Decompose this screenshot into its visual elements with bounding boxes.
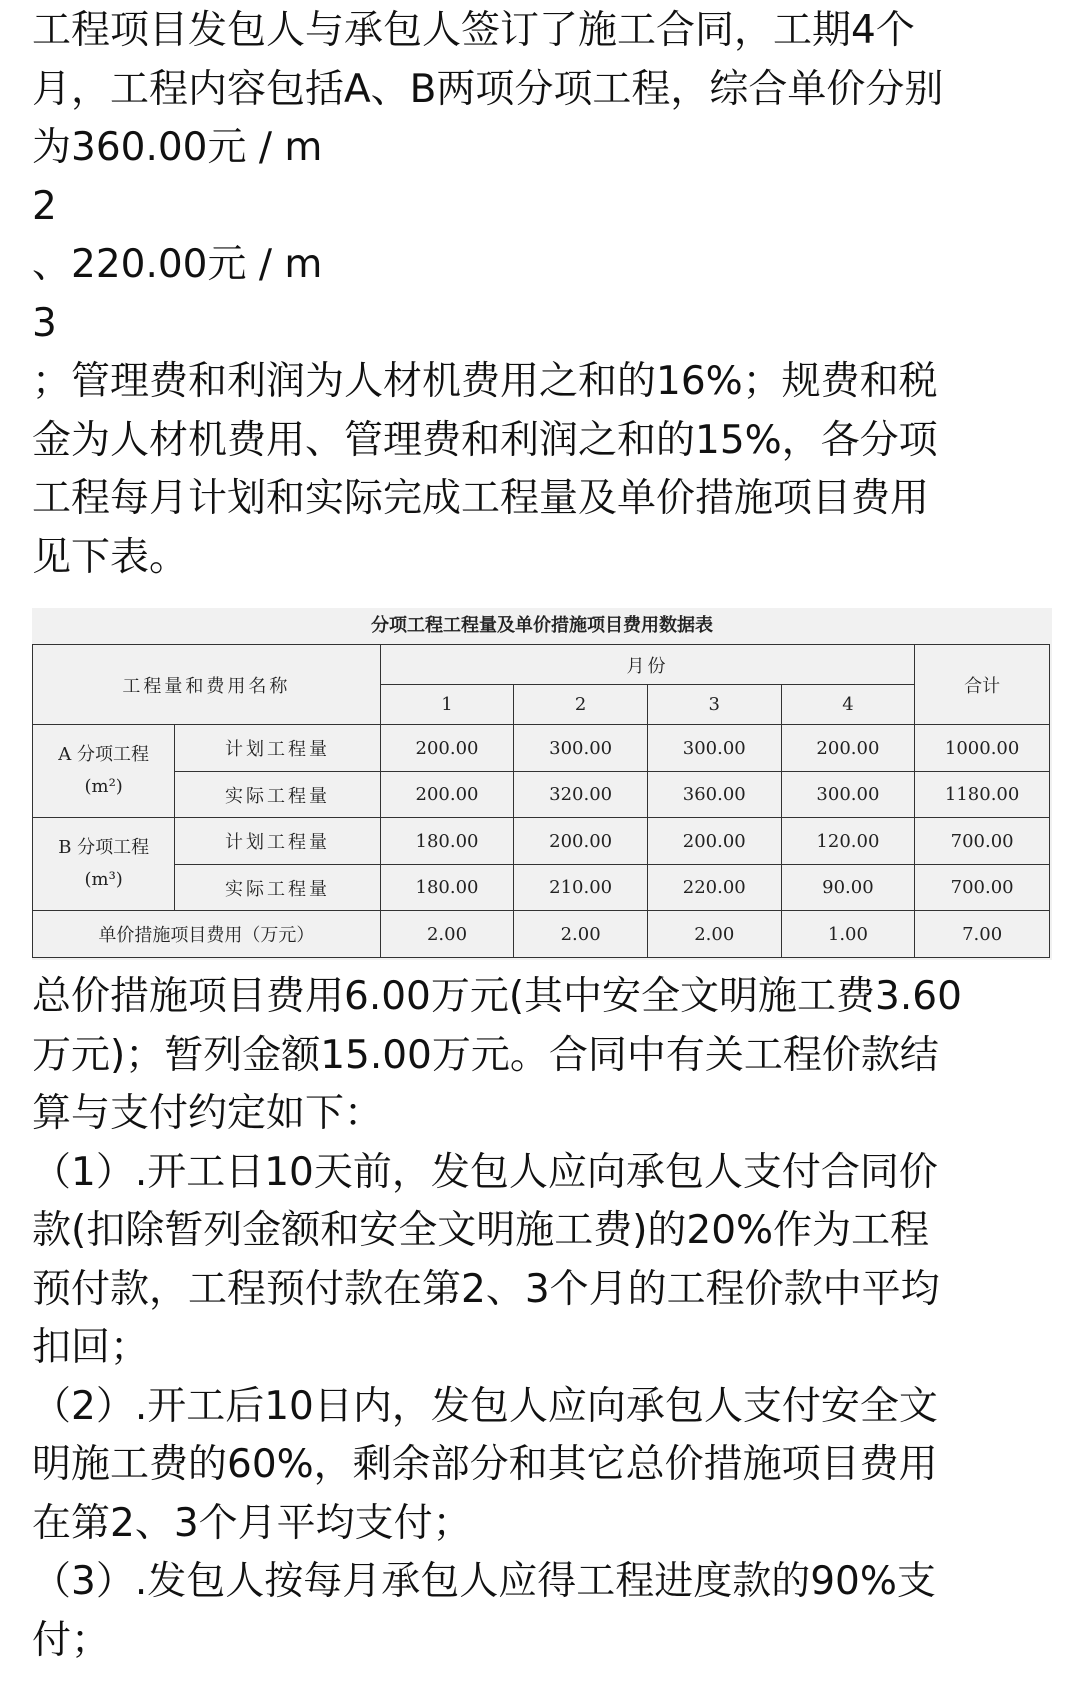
row-label-cell: 计划工程量 bbox=[175, 818, 380, 865]
group-a-name: A 分项工程 bbox=[58, 744, 150, 766]
row-label-cell: 实际工程量 bbox=[175, 864, 380, 911]
table-row bbox=[33, 818, 1050, 865]
value-cell: 360.00 bbox=[647, 771, 781, 818]
value-cell: 180.00 bbox=[380, 818, 514, 865]
month-header-cell: 1 bbox=[380, 685, 514, 725]
total-cell: 1000.00 bbox=[915, 725, 1050, 772]
text-line: （1）.开工日10天前，发包人应向承包人支付合同价 bbox=[32, 1149, 938, 1195]
value-cell: 200.00 bbox=[781, 725, 915, 772]
header-month-cell: 月份 bbox=[380, 645, 915, 685]
row-label-cell: 实际工程量 bbox=[175, 771, 380, 818]
total-cell: 700.00 bbox=[915, 864, 1050, 911]
table-row bbox=[33, 864, 1050, 911]
group-a-cell bbox=[33, 725, 175, 818]
value-cell: 200.00 bbox=[647, 818, 781, 865]
group-b-cell bbox=[33, 818, 175, 911]
table-row bbox=[33, 771, 1050, 818]
value-cell: 2.00 bbox=[647, 911, 781, 958]
month-header-cell: 4 bbox=[781, 685, 915, 725]
value-cell: 90.00 bbox=[781, 864, 915, 911]
text-line: 2 bbox=[32, 183, 57, 229]
measure-label-cell: 单价措施项目费用（万元） bbox=[33, 911, 381, 958]
value-cell: 210.00 bbox=[514, 864, 648, 911]
header-total-cell: 合计 bbox=[915, 645, 1050, 725]
table-row bbox=[33, 725, 1050, 772]
total-cell: 700.00 bbox=[915, 818, 1050, 865]
total-cell: 7.00 bbox=[915, 911, 1050, 958]
text-line: 在第2、3个月平均支付； bbox=[32, 1500, 472, 1546]
value-cell: 320.00 bbox=[514, 771, 648, 818]
text-line: 工程项目发包人与承包人签订了施工合同，工期4个 bbox=[32, 8, 915, 53]
month-header-cell: 2 bbox=[514, 685, 648, 725]
value-cell: 2.00 bbox=[514, 911, 648, 958]
text-line: 扣回； bbox=[32, 1325, 150, 1370]
value-cell: 300.00 bbox=[781, 771, 915, 818]
value-cell: 200.00 bbox=[380, 771, 514, 818]
value-cell: 120.00 bbox=[781, 818, 915, 865]
text-line: 算与支付约定如下： bbox=[32, 1091, 384, 1136]
value-cell: 180.00 bbox=[380, 864, 514, 911]
text-line: 见下表。 bbox=[32, 534, 189, 580]
text-line: 预付款，工程预付款在第2、3个月的工程价款中平均 bbox=[32, 1266, 940, 1312]
text-line: 万元)；暂列金额15.00万元。合同中有关工程价款结 bbox=[32, 1032, 939, 1078]
text-line: 、220.00元 / m bbox=[32, 242, 323, 287]
text-line: （2）.开工后10日内，发包人应向承包人支付安全文 bbox=[32, 1383, 938, 1429]
quantity-cost-table bbox=[32, 644, 1050, 958]
value-cell: 220.00 bbox=[647, 864, 781, 911]
value-cell: 1.00 bbox=[781, 911, 915, 958]
text-line: 明施工费的60%，剩余部分和其它总价措施项目费用 bbox=[32, 1442, 938, 1487]
header-name-cell: 工程量和费用名称 bbox=[33, 645, 381, 725]
intro-paragraph bbox=[32, 2, 1052, 587]
value-cell: 2.00 bbox=[380, 911, 514, 958]
text-line: 金为人材机费用、管理费和利润之和的15%，各分项 bbox=[32, 417, 938, 463]
text-line: 为360.00元 / m bbox=[32, 125, 323, 170]
text-line: 工程每月计划和实际完成工程量及单价措施项目费用 bbox=[32, 476, 930, 521]
text-line: 总价措施项目费用6.00万元(其中安全文明施工费3.60 bbox=[32, 974, 962, 1019]
group-b-unit: (m³) bbox=[84, 869, 123, 891]
data-table-image bbox=[32, 608, 1052, 960]
text-line: 月，工程内容包括A、B两项分项工程，综合单价分别 bbox=[32, 66, 944, 112]
value-cell: 200.00 bbox=[380, 725, 514, 772]
text-line: 款(扣除暂列金额和安全文明施工费)的20%作为工程 bbox=[32, 1208, 930, 1253]
table-row bbox=[33, 911, 1050, 958]
month-header-cell: 3 bbox=[647, 685, 781, 725]
total-cell: 1180.00 bbox=[915, 771, 1050, 818]
terms-paragraph bbox=[32, 968, 1052, 1670]
text-line: 3 bbox=[32, 300, 57, 346]
table-caption: 分项工程工程量及单价措施项目费用数据表 bbox=[371, 615, 713, 636]
group-b-name: B 分项工程 bbox=[58, 837, 150, 859]
text-line: （3）.发包人按每月承包人应得工程进度款的90%支 bbox=[32, 1559, 936, 1604]
text-line: 付； bbox=[32, 1617, 111, 1663]
group-a-unit: (m²) bbox=[84, 776, 123, 798]
row-label-cell: 计划工程量 bbox=[175, 725, 380, 772]
value-cell: 300.00 bbox=[514, 725, 648, 772]
value-cell: 300.00 bbox=[647, 725, 781, 772]
value-cell: 200.00 bbox=[514, 818, 648, 865]
text-line: ；管理费和利润为人材机费用之和的16%；规费和税 bbox=[32, 359, 938, 404]
